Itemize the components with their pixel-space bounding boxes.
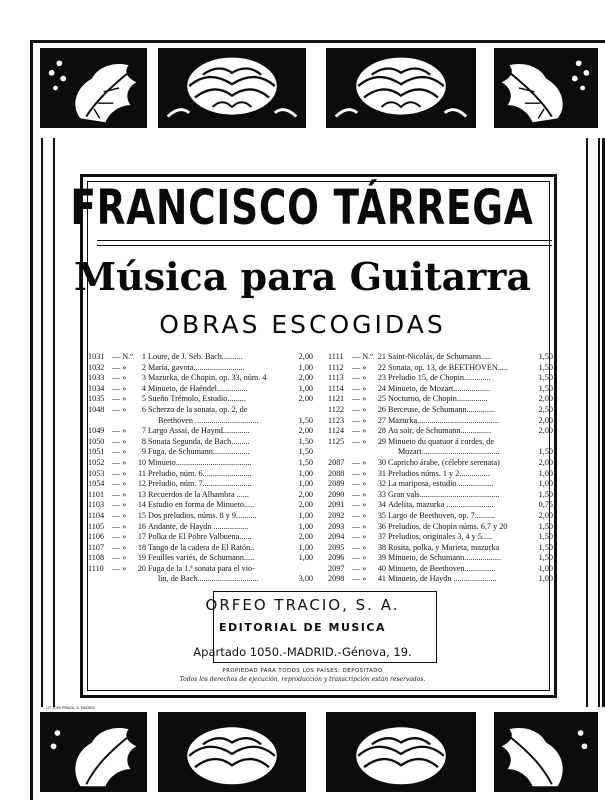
entry-title: María, gavota.........................	[148, 362, 245, 372]
catalogue-number: 1107	[88, 542, 105, 552]
entry-marker: — »	[112, 373, 127, 383]
catalogue-entry	[328, 543, 553, 554]
entry-price: 1,50	[538, 447, 553, 457]
catalogue-number: 1105	[88, 521, 105, 531]
entry-marker: — »	[112, 426, 127, 436]
entry-marker: — »	[352, 362, 367, 372]
entry-marker: — »	[112, 457, 127, 467]
entry-price: 1,00	[538, 479, 553, 489]
entry-title: Tango de la cadera de El Ratón..	[148, 542, 255, 552]
entry-price: 1,00	[298, 479, 313, 489]
entry-marker: — »	[352, 574, 367, 584]
catalogue-number: 1110	[88, 563, 104, 573]
entry-price: 1,50	[538, 489, 553, 499]
entry-price: 1,00	[298, 521, 313, 531]
entry-marker: — »	[112, 521, 127, 531]
entry-index: 23	[377, 373, 386, 383]
entry-marker: — N.º	[112, 352, 133, 361]
leaf-tile-icon	[494, 48, 598, 128]
entry-price: 1,50	[538, 521, 553, 531]
rights-notice: Todos los derechos de ejecución, reproducción y transcripción están reservados.	[179, 676, 426, 683]
composer-name: FRANCISCO TÁRREGA	[70, 180, 534, 236]
entry-marker: — »	[112, 436, 127, 446]
catalogue-entry	[328, 532, 553, 543]
entry-marker: — »	[112, 394, 127, 404]
catalogue-number: 1112	[328, 362, 344, 372]
catalogue-number: 1048	[88, 404, 105, 414]
entry-price: 1,00	[538, 563, 553, 573]
entry-title: Mozart......................................	[398, 447, 500, 457]
catalogue-entry	[88, 437, 313, 448]
entry-marker: — »	[112, 447, 127, 457]
entry-index: 36	[377, 521, 386, 531]
entry-price: 1,00	[298, 468, 313, 478]
entry-index: 17	[137, 532, 146, 542]
entry-index: 5	[141, 394, 146, 404]
entry-title: Sonata, op. 13, de BEETHOVEN.....	[388, 362, 509, 372]
entry-index: 28	[377, 426, 386, 436]
catalogue-number: 1034	[88, 383, 105, 393]
entry-index: 12	[137, 479, 146, 489]
entry-index: 1	[141, 352, 146, 361]
entry-index: 34	[377, 500, 386, 510]
entry-price: 2,00	[298, 500, 313, 510]
entry-price: 2,00	[298, 373, 313, 383]
entry-index: 19	[137, 553, 146, 563]
entry-marker: — »	[352, 373, 367, 383]
entry-marker: — »	[112, 532, 127, 542]
entry-marker: — »	[112, 542, 127, 552]
entry-index: 39	[377, 553, 386, 563]
entry-marker: — »	[352, 383, 367, 393]
catalogue-entry	[328, 384, 553, 395]
entry-price: 2,00	[538, 415, 553, 425]
catalogue-number: 2089	[328, 479, 345, 489]
catalogue-number: 2090	[328, 489, 345, 499]
catalogue-number: 1050	[88, 436, 105, 446]
entry-marker: — »	[112, 500, 127, 510]
catalogue-number: 2098	[328, 574, 345, 584]
entry-price: 1,50	[298, 436, 313, 446]
entry-price: 1,00	[298, 362, 313, 372]
entry-marker: — »	[352, 563, 367, 573]
entry-index: 4	[141, 383, 146, 393]
catalogue-number: 1035	[88, 394, 105, 404]
entry-title: lín, de Bach..............................	[158, 574, 259, 584]
entry-index: 25	[377, 394, 386, 404]
catalogue-number: 2093	[328, 521, 345, 531]
catalogue-left-column	[88, 352, 313, 585]
entry-index: 30	[377, 457, 386, 467]
catalogue-entry	[328, 416, 553, 427]
catalogue-entry	[328, 373, 553, 384]
entry-price: 1,50	[298, 457, 313, 467]
entry-title: Minueto, de Mozart..................	[388, 383, 491, 393]
entry-index: 24	[377, 383, 386, 393]
entry-title: Minueto, de Beethoven...............	[388, 563, 496, 573]
entry-price: 2,00	[298, 532, 313, 542]
catalogue-number: 2088	[328, 468, 345, 478]
catalogue-number: 1033	[88, 373, 105, 383]
entry-marker: — »	[352, 521, 367, 531]
entry-title: Berceuse, de Schumann..............	[388, 404, 496, 414]
entry-index: 38	[377, 542, 386, 552]
entry-title: Saint-Nicolás, de Schumann.....	[388, 352, 492, 361]
catalogue-number: 1053	[88, 468, 105, 478]
entry-price: 2,00	[298, 394, 313, 404]
entry-index: 16	[137, 521, 146, 531]
entry-index: 14	[137, 500, 146, 510]
catalogue-number: 1113	[328, 373, 344, 383]
entry-title: Largo Assai, de Haynd.............	[148, 426, 250, 436]
catalogue-entry	[88, 384, 313, 395]
chrysanthemum-tile-icon	[158, 48, 306, 128]
entry-index: 8	[141, 436, 146, 446]
entry-price: 3,00	[298, 574, 313, 584]
entry-title: Mazurka, de Chopin, op. 33, núm. 4	[148, 373, 267, 383]
entry-price: 1,00	[538, 468, 553, 478]
catalogue-entry	[88, 394, 313, 405]
collection-subtitle: OBRAS ESCOGIDAS	[159, 310, 446, 339]
catalogue-entry	[88, 352, 313, 363]
entry-price: 1,00	[538, 574, 553, 584]
catalogue-number: 2091	[328, 500, 345, 510]
collection-title: Música para Guitarra	[74, 254, 531, 299]
entry-index: 27	[377, 415, 386, 425]
entry-marker: — »	[112, 383, 127, 393]
entry-price: 1,00	[298, 542, 313, 552]
chrysanthemum-tile-icon	[158, 712, 306, 792]
entry-index: 31	[377, 468, 386, 478]
entry-title: Preludio, núm. 7........................	[148, 479, 252, 489]
publisher-name: ORFEO TRACIO, S. A.	[205, 596, 400, 614]
entry-index: 2	[141, 362, 146, 372]
catalogue-entry	[88, 511, 313, 522]
entry-title: Au soir, de Schumann...............	[388, 426, 492, 436]
entry-marker: — »	[112, 362, 127, 372]
entry-title: Polka de El Pobre Valbuena......	[148, 532, 252, 542]
leaf-tile-icon	[40, 712, 147, 792]
publisher-address: Apartado 1050.-MADRID.-Génova, 19.	[193, 645, 412, 659]
entry-marker: — »	[352, 553, 367, 563]
catalogue-entry	[88, 469, 313, 480]
entry-index: 26	[377, 404, 386, 414]
chrysanthemum-tile-icon	[326, 712, 476, 792]
entry-marker: — »	[352, 415, 367, 425]
entry-marker: — »	[112, 553, 127, 563]
catalogue-number: 1103	[88, 500, 105, 510]
entry-price: 1,00	[298, 553, 313, 563]
catalogue-entry	[88, 574, 313, 585]
catalogue-number: 2087	[328, 457, 345, 467]
catalogue-number: 1051	[88, 447, 105, 457]
catalogue-number: 1122	[328, 404, 345, 414]
entry-price: 1,50	[538, 373, 553, 383]
entry-price: 1,00	[298, 510, 313, 520]
entry-index: 13	[137, 489, 146, 499]
catalogue-number: 1123	[328, 415, 345, 425]
entry-index: 20	[137, 563, 146, 573]
entry-index: 15	[137, 510, 146, 520]
entry-marker: — »	[112, 468, 127, 478]
entry-marker: — »	[112, 489, 127, 499]
entry-marker: — »	[352, 404, 367, 414]
entry-index: 33	[377, 489, 386, 499]
entry-price: 1,50	[538, 553, 553, 563]
entry-price: 2,00	[538, 394, 553, 404]
entry-title: Fuga, de Schumann..................	[148, 447, 250, 457]
entry-title: Largo de Beethoven, op. 7..........	[388, 510, 496, 520]
catalogue-number: 1031	[88, 352, 105, 361]
catalogue-entry	[88, 564, 313, 575]
entry-title: Andante, de Haydn .................	[148, 521, 249, 531]
catalogue-entry	[328, 500, 553, 511]
entry-marker: — »	[112, 510, 127, 520]
entry-marker: — »	[352, 468, 367, 478]
entry-marker: — »	[352, 479, 367, 489]
entry-price: 2,00	[538, 510, 553, 520]
entry-index: 41	[377, 574, 386, 584]
entry-title: Minueto, de Haydn .....................	[388, 574, 497, 584]
entry-price: 2,50	[538, 404, 553, 414]
catalogue-entry	[328, 522, 553, 533]
catalogue-entry	[328, 352, 553, 363]
entry-index: 18	[137, 542, 146, 552]
entry-title: Loure, de J. Seb. Bach..........	[148, 352, 243, 361]
catalogue-entry	[328, 363, 553, 374]
entry-index: 9	[141, 447, 146, 457]
catalogue-entry	[88, 458, 313, 469]
entry-price: 2,00	[298, 489, 313, 499]
entry-price: 2,00	[298, 352, 313, 361]
entry-marker: — »	[112, 563, 127, 573]
entry-price: 1,50	[538, 542, 553, 552]
entry-title: Preludio 15, de Chopin.............	[388, 373, 491, 383]
catalogue-number: 1052	[88, 457, 105, 467]
catalogue-entry	[88, 543, 313, 554]
catalogue-number: 1101	[88, 489, 105, 499]
entry-index: 11	[138, 468, 146, 478]
entry-marker: — »	[112, 404, 127, 414]
entry-index: 21	[377, 352, 386, 361]
entry-title: Nocturno, de Chopin...............	[388, 394, 488, 404]
catalogue-entry	[88, 490, 313, 501]
catalogue-entry	[88, 447, 313, 458]
entry-title: Minueto, de Haëndel...............	[148, 383, 248, 393]
catalogue-number: 1104	[88, 510, 105, 520]
entry-title: Sueño Trémolo, Estudio.........	[148, 394, 246, 404]
catalogue-number: 2095	[328, 542, 345, 552]
publisher-division: EDITORIAL DE MUSICA	[219, 621, 386, 634]
catalogue-number: 1114	[328, 383, 344, 393]
entry-marker: — »	[352, 489, 367, 499]
catalogue-entry	[328, 405, 553, 416]
catalogue-number: 1108	[88, 553, 105, 563]
catalogue-number: 1111	[328, 352, 344, 361]
entry-price: 1,50	[298, 447, 313, 457]
catalogue-entry	[328, 553, 553, 564]
catalogue-number: 1121	[328, 394, 345, 404]
catalogue-entry	[328, 574, 553, 585]
catalogue-entry	[88, 373, 313, 384]
entry-index: 7	[141, 426, 146, 436]
entry-title: Recuerdos de la Alhambra ......	[148, 489, 249, 499]
entry-index: 37	[377, 532, 386, 542]
entry-title: Estudio en forma de Minueto.....	[148, 500, 255, 510]
entry-title: Mazurka........................................	[388, 415, 499, 425]
entry-marker: — »	[352, 436, 367, 446]
title-rule-upper	[97, 240, 552, 241]
catalogue-entry	[88, 426, 313, 437]
entry-marker: — »	[352, 532, 367, 542]
entry-index: 32	[377, 479, 386, 489]
printer-mark: LIT. JOSE PRAGA, S. MADRID	[46, 706, 96, 710]
catalogue-entry	[88, 405, 313, 416]
entry-title: Sonata Segunda, de Bach.........	[148, 436, 250, 446]
entry-title: Rosita, polka, y Marieta, mazurka	[388, 542, 500, 552]
entry-title: Feuilles variés, de Schumann.....	[148, 553, 255, 563]
property-notice: PROPIEDAD PARA TODOS LOS PAÍSES: DEPOSITADO	[222, 668, 383, 674]
catalogue-entry	[88, 416, 313, 427]
entry-price: 2,00	[298, 426, 313, 436]
entry-title: Fuga de la 1.ª sonata para el vio-	[148, 563, 255, 573]
catalogue-number: 1124	[328, 426, 345, 436]
entry-price: 0,75	[538, 500, 553, 510]
catalogue-entry	[88, 532, 313, 543]
entry-index: 29	[377, 436, 386, 446]
catalogue-number: 1125	[328, 436, 345, 446]
catalogue-entry	[328, 394, 553, 405]
catalogue-number: 1032	[88, 362, 105, 372]
entry-index: 22	[377, 362, 386, 372]
entry-price: 1,50	[538, 383, 553, 393]
entry-title: Capricho árabe, (célebre serenata)	[388, 457, 500, 467]
chrysanthemum-tile-icon	[326, 48, 476, 128]
entry-title: Preludio, núm. 6........................	[148, 468, 252, 478]
entry-title: Gran vals.......................................	[388, 489, 500, 499]
entry-index: 40	[377, 563, 386, 573]
entry-index: 35	[377, 510, 386, 520]
catalogue-number: 2097	[328, 563, 345, 573]
entry-marker: — »	[352, 500, 367, 510]
catalogue-entry	[328, 426, 553, 437]
entry-title: Preludios, de Chopin núms. 6,7 y 20	[388, 521, 508, 531]
entry-marker: — »	[352, 426, 367, 436]
entry-title: Scherzo de la sonata, op. 2, de	[148, 404, 248, 414]
entry-index: 3	[141, 373, 146, 383]
entry-price: 2,00	[538, 426, 553, 436]
catalogue-entry	[88, 363, 313, 374]
entry-index: 6	[141, 404, 146, 414]
entry-price: 1,50	[538, 352, 553, 361]
entry-price: 1,50	[538, 532, 553, 542]
entry-title: Adelita, mazurka .......................	[388, 500, 494, 510]
entry-marker: — »	[352, 542, 367, 552]
catalogue-entry	[328, 490, 553, 501]
leaf-tile-icon	[494, 712, 598, 792]
entry-title: Preludios núms. 1 y 2...............	[388, 468, 490, 478]
entry-index: 10	[137, 457, 146, 467]
leaf-tile-icon	[40, 48, 147, 128]
catalogue-number: 1106	[88, 532, 105, 542]
entry-price: 1,50	[298, 415, 313, 425]
entry-title: Minueto du quatuor á cordes, de	[388, 436, 494, 446]
entry-title: Minueto, de Schumann..................	[388, 553, 502, 563]
entry-title: Beethoven ...............................	[158, 415, 259, 425]
catalogue-number: 2092	[328, 510, 345, 520]
catalogue-entry	[88, 500, 313, 511]
entry-marker: — »	[352, 510, 367, 520]
catalogue-entry	[328, 511, 553, 522]
catalogue-entry	[328, 564, 553, 575]
entry-marker: — »	[112, 479, 127, 489]
entry-marker: — »	[352, 457, 367, 467]
catalogue-entry	[328, 437, 553, 448]
entry-price: 2,00	[538, 457, 553, 467]
catalogue-entry	[328, 458, 553, 469]
catalogue-number: 1054	[88, 479, 105, 489]
catalogue-number: 1049	[88, 426, 105, 436]
catalogue-entry	[328, 469, 553, 480]
catalogue-right-column	[328, 352, 553, 585]
catalogue-entry	[88, 479, 313, 490]
entry-title: Minueto.....................................	[148, 457, 252, 467]
entry-price: 1,00	[298, 383, 313, 393]
entry-marker: — N.º	[352, 352, 373, 361]
catalogue-number: 2096	[328, 553, 345, 563]
catalogue-entry	[88, 522, 313, 533]
entry-title: Dos preludios, núms. 8 y 9..........	[148, 510, 257, 520]
catalogue-entry	[88, 553, 313, 564]
entry-title: La mariposa, estudio .................	[388, 479, 494, 489]
catalogue-entry	[328, 479, 553, 490]
entry-title: Preludios, originales 3, 4 y 5.....	[388, 532, 493, 542]
entry-marker: — »	[352, 394, 367, 404]
entry-price: 1,50	[538, 362, 553, 372]
catalogue-number: 2094	[328, 532, 345, 542]
catalogue-entry	[328, 447, 553, 458]
title-rule-lower	[97, 245, 552, 246]
